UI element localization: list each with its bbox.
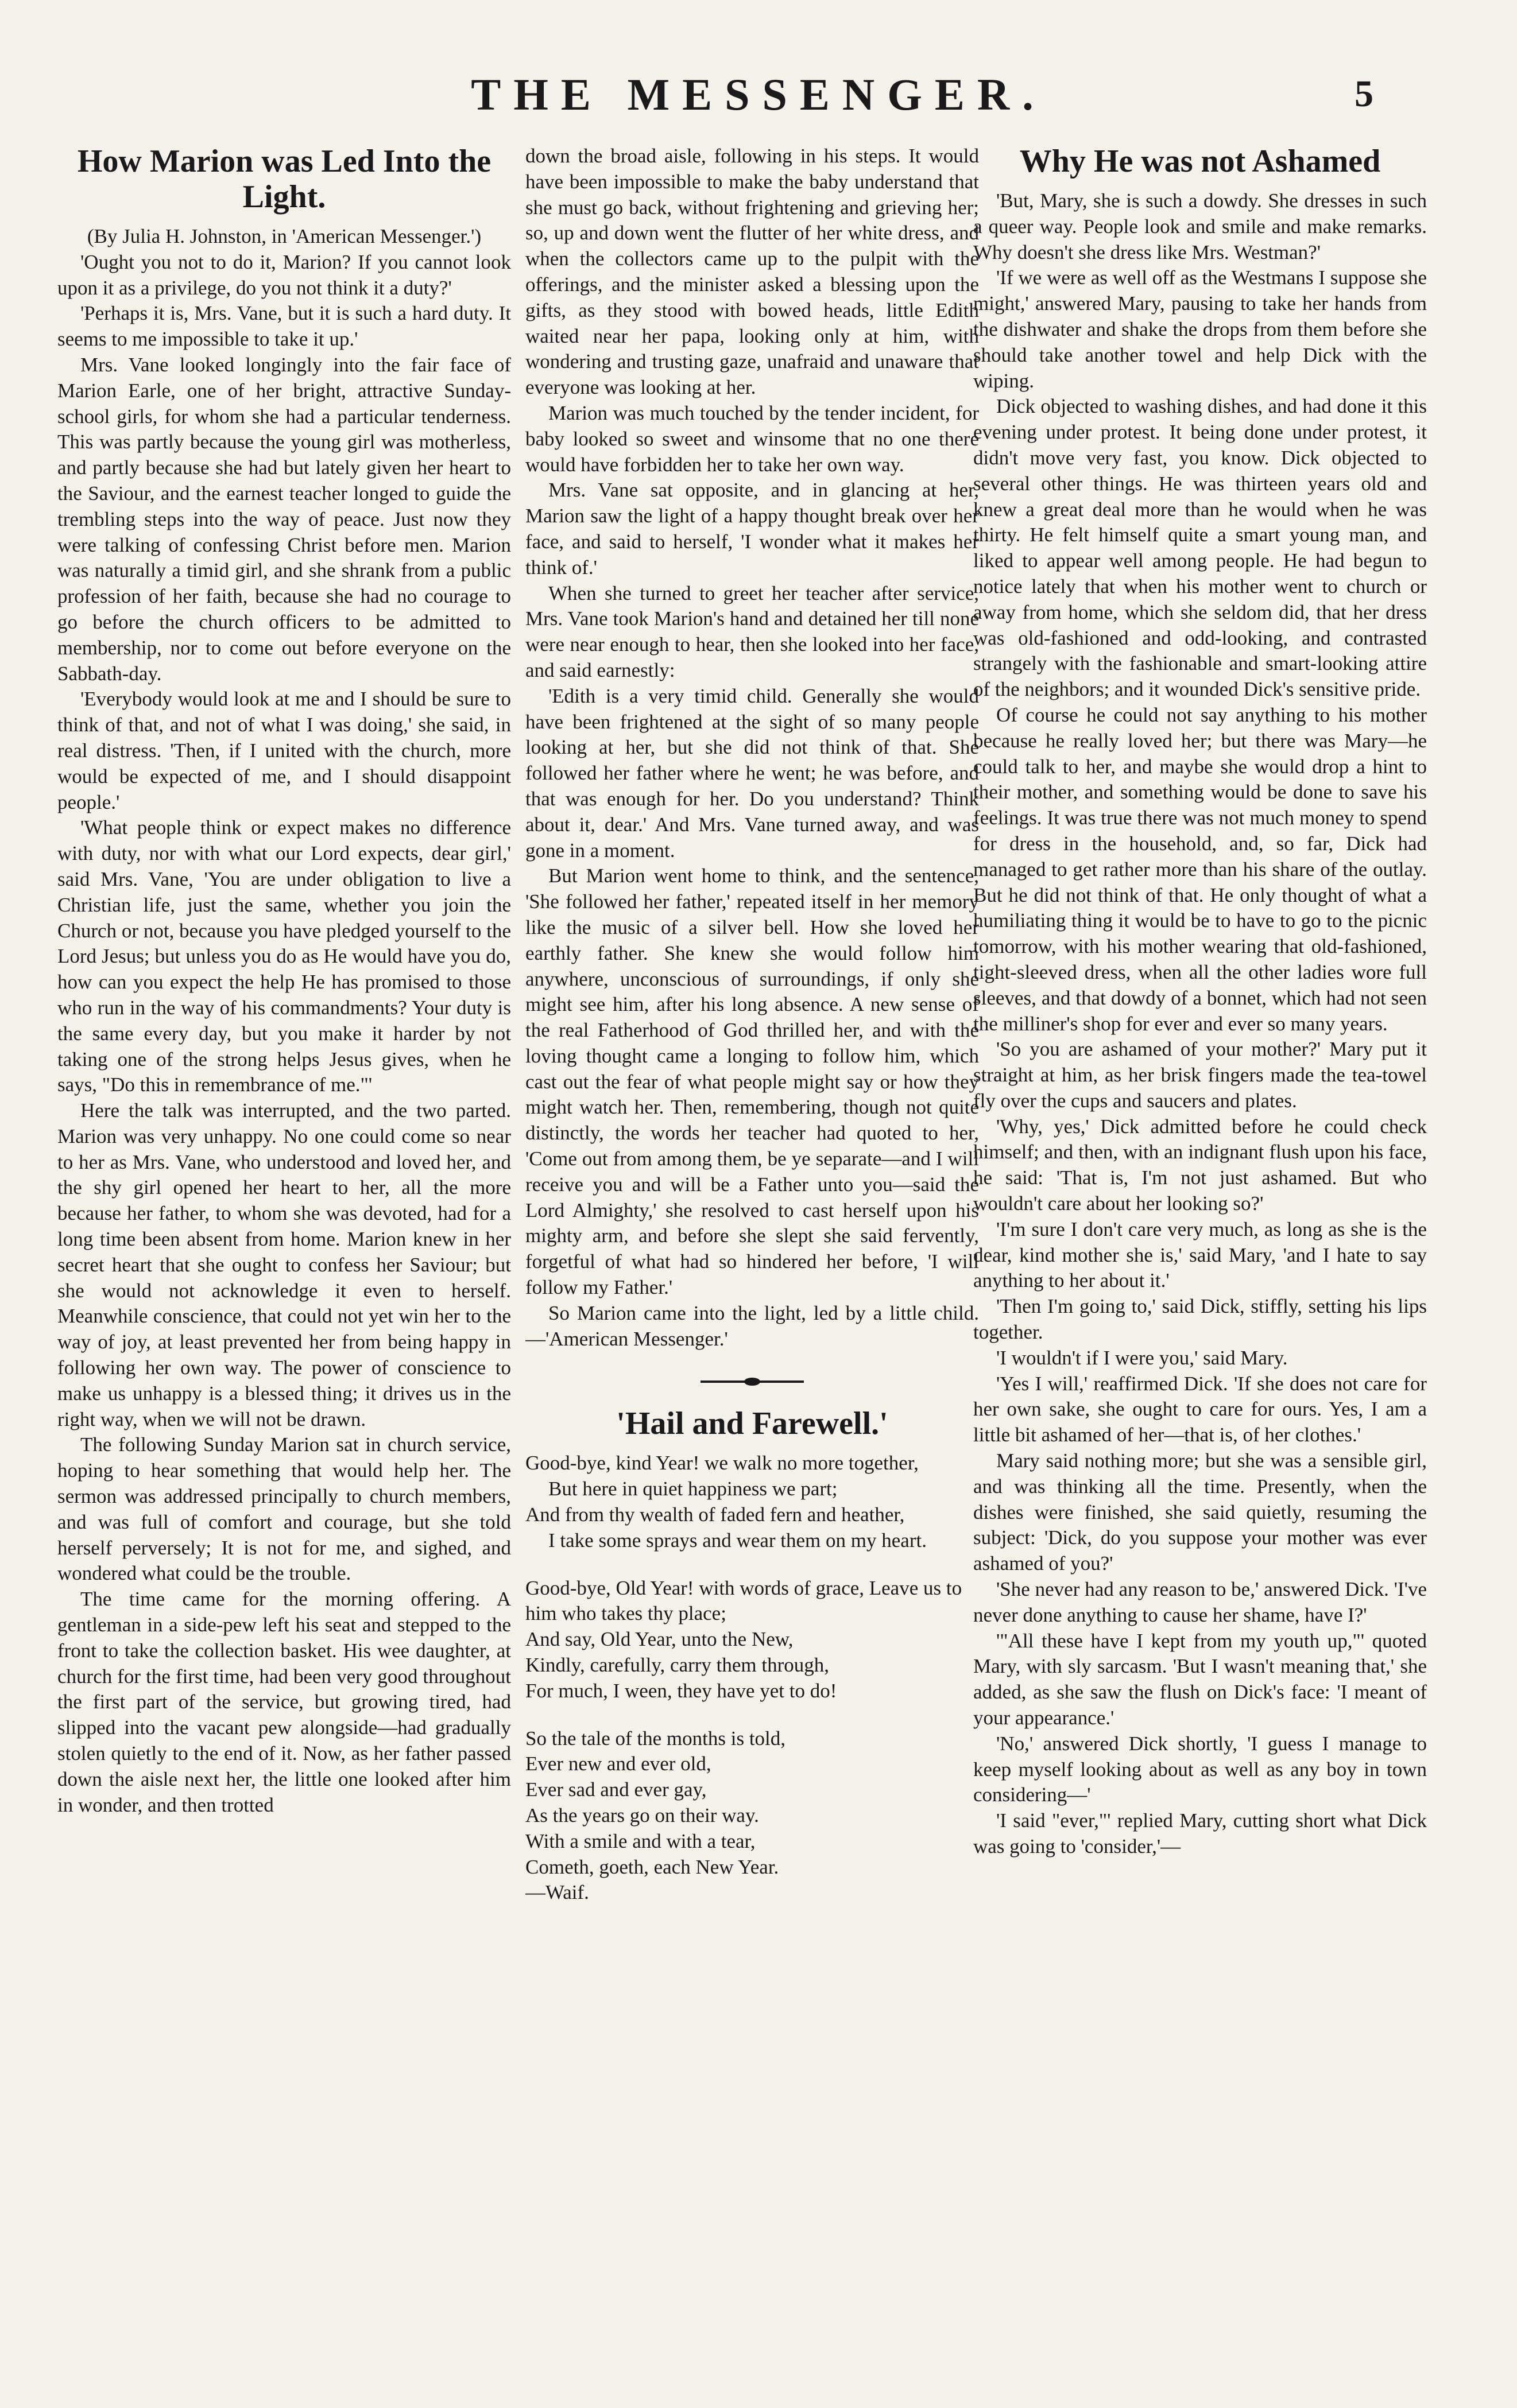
- paragraph: 'But, Mary, she is such a dowdy. She dresses in such a queer way. People look and smile and make remarks. Why doesn't she dress like Mrs. Westman?': [973, 189, 1427, 263]
- poem-attribution: —Waif.: [525, 1881, 589, 1904]
- paragraph: 'I wouldn't if I were you,' said Mary.: [996, 1346, 1288, 1369]
- paragraph: 'If we were as well off as the Westmans I suppose she might,' answered Mary, pausing to take her hands from the dishwater and shake the drops from them before she should take another towel and help Dick with the wiping.: [973, 266, 1427, 392]
- poem-line: As the years go on their way.: [525, 1804, 759, 1827]
- column-3: [973, 144, 1427, 2371]
- section-divider: [695, 1375, 810, 1389]
- paragraph: 'Ought you not to do it, Marion? If you cannot look upon it as a privilege, do you not think it a duty?': [57, 250, 511, 299]
- paragraph: 'So you are ashamed of your mother?' Mary put it straight at him, as her brisk fingers made the tea-towel fly over the cups and saucers and plates.: [973, 1038, 1427, 1112]
- paragraph: 'What people think or expect makes no difference with duty, nor with what our Lord expects, dear girl,' said Mrs. Vane, 'You are under obligation to live a Christian life, just the same, whether you join the Church or not, because you have pledged yourself to the Lord Jesus; but unless you do as He would have you do, how can you expect the help He has promised to those who run in the way of his commandments? Your duty is the same every day, but you make it harder by not taking one of the strong helps Jesus gives, when he says, "Do this in remembrance of me."': [57, 816, 511, 1096]
- masthead-title: THE MESSENGER.: [471, 69, 1046, 119]
- paragraph: The time came for the morning offering. A gentleman in a side-pew left his seat and stepped to the front to take the collection basket. His wee daughter, at church for the first time, had been very good throughout the first part of the service, but growing tired, had slipped into the vacant pew alongside—had gradually stolen quietly to the end of it. Now, as her father passed down the aisle next her, the little one looked after him in wonder, and then trotted: [57, 1588, 511, 1816]
- poem-line: Good-bye, kind Year! we walk no more together,: [525, 1452, 919, 1475]
- paragraph: 'Perhaps it is, Mrs. Vane, but it is such a hard duty. It seems to me impossible to take it up.': [57, 302, 511, 351]
- poem-line: Ever new and ever old,: [525, 1752, 711, 1775]
- paragraph: 'No,' answered Dick shortly, 'I guess I manage to keep myself looking about as well as any boy in town considering—': [973, 1732, 1427, 1806]
- poem-line: Cometh, goeth, each New Year.: [525, 1855, 779, 1878]
- masthead: [0, 69, 1517, 132]
- poem-line: With a smile and with a tear,: [525, 1829, 756, 1852]
- byline: (By Julia H. Johnston, in 'American Messenger.'): [87, 225, 482, 247]
- poem: [525, 1451, 979, 1906]
- paragraph: 'She never had any reason to be,' answered Dick. 'I've never done anything to cause her shame, have I?': [973, 1578, 1427, 1626]
- column-2: [525, 144, 979, 2371]
- article-heading: How Marion was Led Into the Light.: [77, 144, 492, 215]
- poem-line: And from thy wealth of faded fern and heather,: [525, 1503, 905, 1526]
- paragraph: But Marion went home to think, and the sentence, 'She followed her father,' repeated itself in her memory like the music of a silver bell. How she loved her earthly father. She knew she would follow him anywhere, unconscious of surroundings, if only she might see him, after his long absence. A new sense of the real Fatherhood of God thrilled her, and with the loving thought came a longing to follow him, which cast out the fear of what people might say or how they might watch her. Then, remembering, though not quite distinctly, the words her teacher had quoted to her, 'Come out from among them, be ye separate—and I will receive you and will be a Father unto you—said the Lord Almighty,' she resolved to cast herself upon his mighty arm, and before she slept she said fervently, forgetful of what had so hindered her before, 'I will follow my Father.': [525, 864, 979, 1299]
- paragraph: The following Sunday Marion sat in church service, hoping to hear something that would help her. The sermon was addressed principally to church members, and was full of comfort and courage, but she told herself perversely; It is not for me, and sighed, and wondered what could be the trouble.: [57, 1433, 511, 1585]
- poem-line: And say, Old Year, unto the New,: [525, 1628, 794, 1651]
- paragraph: 'I said "ever,"' replied Mary, cutting short what Dick was going to 'consider,'—: [973, 1809, 1427, 1858]
- poem-line: Kindly, carefully, carry them through,: [525, 1654, 830, 1677]
- paragraph: down the broad aisle, following in his steps. It would have been impossible to make the baby understand that she must go back, without frightening and grieving her; so, up and down went the flutter of her white dress, and when the collectors came up to the pulpit with the offerings, and the minister asked a blessing upon the gifts, as they stood with bowed heads, little Edith waited near her papa, looking only at him, with wondering and trusting gaze, unafraid and unaware that everyone was looking at her.: [525, 145, 979, 399]
- column-1: [57, 144, 511, 2371]
- poem-line: Good-bye, Old Year! with words of grace, Leave us to him who takes thy place;: [525, 1576, 962, 1625]
- paragraph: 'Everybody would look at me and I should be sure to think of that, and not of what I was doing,' she said, in real distress. 'Then, if I united with the church, more would be expected of me, and I should disappoint people.': [57, 688, 511, 813]
- paragraph: Marion was much touched by the tender incident, for baby looked so sweet and winsome that no one there would have forbidden her to take her own way.: [525, 401, 979, 476]
- paragraph: 'I'm sure I don't care very much, as long as she is the dear, kind mother she is,' said Mary, 'and I hate to say anything to her about it.': [973, 1217, 1427, 1292]
- poem-line: For much, I ween, they have yet to do!: [525, 1679, 837, 1702]
- page-number: 5: [1355, 73, 1373, 115]
- paragraph: Mrs. Vane looked longingly into the fair face of Marion Earle, one of her bright, attractive Sunday-school girls, for whom she had a particular tenderness. This was partly because the young girl was motherless, and partly because she had but lately given her heart to the Saviour, and the earnest teacher longed to guide the trembling steps into the way of peace. Just now they were talking of confessing Christ before men. Marion was naturally a timid girl, and she shrank from a public profession of her faith, because she had no courage to go before the church officers to be admitted to membership, nor to come out before everyone on the Sabbath-day.: [57, 353, 511, 685]
- poem-heading: 'Hail and Farewell.': [616, 1406, 888, 1442]
- paragraph: 'Then I'm going to,' said Dick, stiffly, setting his lips together.: [973, 1295, 1427, 1344]
- paragraph: 'Yes I will,' reaffirmed Dick. 'If she does not care for her own sake, she ought to care for ours. Yes, I am a little bit ashamed of her—that is, of her clothes.': [973, 1372, 1427, 1447]
- paragraph: Dick objected to washing dishes, and had done it this evening under protest. It being done under protest, it didn't move very fast, you know. Dick objected to several other things. He was thirteen years old and knew a great deal more than he would when he was thirty. He felt himself quite a smart young man, and liked to appear well among people. He had begun to notice lately that when his mother went to church or away from home, which she seldom did, that her dress was old-fashioned and odd-looking, and contrasted strangely with the fashionable and smart-looking attire of the neighbors; and it wounded Dick's sensitive pride.: [973, 395, 1427, 701]
- poem-line: I take some sprays and wear them on my heart.: [548, 1529, 927, 1552]
- paragraph: Here the talk was interrupted, and the two parted. Marion was very unhappy. No one could come so near to her as Mrs. Vane, who understood and loved her, and the shy girl opened her heart to her, all the more because her father, to whom she was devoted, had for a long time been absent from home. Marion knew in her secret heart that she ought to confess her Saviour; but she would not acknowledge it even to herself. Meanwhile conscience, that could not yet win her to the way of joy, at least prevented her from being happy in following her own way. The power of conscience to make us unhappy is a blessed thing; it drives us in the right way, when we will not be drawn.: [57, 1099, 511, 1430]
- paragraph: 'Edith is a very timid child. Generally she would have been frightened at the sight of so many people looking at her, but she did not think of that. She followed her father where he went; he was before, and that was enough for her. Do you understand? Think about it, dear.' And Mrs. Vane turned away, and was gone in a moment.: [525, 684, 979, 862]
- paragraph: So Marion came into the light, led by a little child.—'American Messenger.': [525, 1301, 979, 1350]
- paragraph: 'Why, yes,' Dick admitted before he could check himself; and then, with an indignant flush upon his face, he said: 'That is, I'm not just ashamed. But who wouldn't care about her looking so?': [973, 1115, 1427, 1215]
- poem-line: So the tale of the months is told,: [525, 1727, 786, 1750]
- paragraph: Of course he could not say anything to his mother because he really loved her; but there was Mary—he could talk to her, and maybe she would drop a hint to their mother, and something would be done to save his feelings. It was true there was not much money to spend for dress in the household, and, so far, Dick had managed to get rather more than his share of the outlay. But he did not think of that. He only thought of what a humiliating thing it would be to have to go to the picnic tomorrow, with his mother wearing that old-fashioned, tight-sleeved dress, when all the other ladies wore full sleeves, and that dowdy of a bonnet, which had not seen the milliner's shop for ever and ever so many years.: [973, 703, 1427, 1035]
- paragraph: Mary said nothing more; but she was a sensible girl, and was thinking all the time. Presently, when the dishes were finished, she said quietly, resuming the subject: 'Dick, do you suppose your mother was ever ashamed of you?': [973, 1449, 1427, 1575]
- paragraph: Mrs. Vane sat opposite, and in glancing at her, Marion saw the light of a happy thought break over her face, and said to herself, 'I wonder what it makes her think of.': [525, 479, 979, 579]
- paragraph: When she turned to greet her teacher after service, Mrs. Vane took Marion's hand and detained her till none were near enough to hear, then she looked into her face, and said earnestly:: [525, 581, 979, 681]
- paragraph: '"All these have I kept from my youth up,"' quoted Mary, with sly sarcasm. 'But I wasn't meaning that,' she added, as she saw the flush on Dick's face: 'I meant of your appearance.': [973, 1629, 1427, 1730]
- poem-line: Ever sad and ever gay,: [525, 1778, 707, 1801]
- article-heading: Why He was not Ashamed: [1019, 144, 1381, 179]
- poem-line: But here in quiet happiness we part;: [548, 1478, 838, 1500]
